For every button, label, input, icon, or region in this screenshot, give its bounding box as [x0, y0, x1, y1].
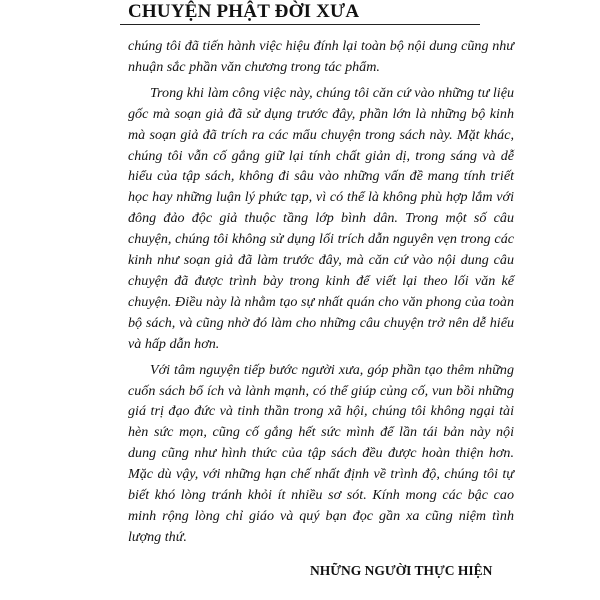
paragraph-1: chúng tôi đã tiến hành việc hiệu đính lại toàn bộ nội dung cũng như nhuận sắc phần văn chương trong tác phẩm. [128, 38, 514, 75]
paragraph-3: Với tâm nguyện tiếp bước người xưa, góp phần tạo thêm những cuốn sách bổ ích và lành mạnh, có thể giúp củng cố, vun bồi những giá trị đạo đức và tinh thần trong xã hội, chúng tôi không ngại tài hèn sức mọn, cũng cố gắng hết sức mình để lần tái bản này nội dung cũng như hình thức của tập sách đều được hoàn thiện hơn. Mặc dù vậy, với những hạn chế nhất định về trình độ, chúng tôi tự biết khó lòng tránh khỏi ít nhiều sơ sót. Kính mong các bậc cao minh rộng lòng chỉ giáo và quý bạn đọc gần xa cũng niệm tình lượng thứ. [128, 361, 514, 545]
header-rule [120, 24, 480, 25]
signature: NHỮNG NGƯỜI THỰC HIỆN [310, 563, 493, 578]
running-header: CHUYỆN PHẬT ĐỜI XƯA [128, 1, 360, 22]
body-text [128, 36, 514, 553]
paragraph-2: Trong khi làm công việc này, chúng tôi căn cứ vào những tư liệu gốc mà soạn giả đã sử dụng trước đây, phần lớn là những bộ kinh mà soạn giả đã trích ra các mẩu chuyện trong sách này. Mặt khác, chúng tôi vẫn cố gắng giữ lại tính chất giản dị, trong sáng và dễ hiểu của tập sách, không đi sâu vào những vấn đề mang tính triết học hay những luận lý phức tạp, vì có thể là không phù hợp lắm với đông đảo độc giả thuộc tầng lớp bình dân. Trong một số câu chuyện, chúng tôi không sử dụng lối trích dẫn nguyên vẹn trong các kinh như soạn giả đã làm trước đây, mà căn cứ vào nội dung câu chuyện đã được trình bày trong kinh để viết lại theo lối văn kể chuyện. Điều này là nhằm tạo sự nhất quán cho văn phong của toàn bộ sách, và cũng nhờ đó làm cho những câu chuyện trở nên dễ hiểu và hấp dẫn hơn. [128, 84, 514, 352]
